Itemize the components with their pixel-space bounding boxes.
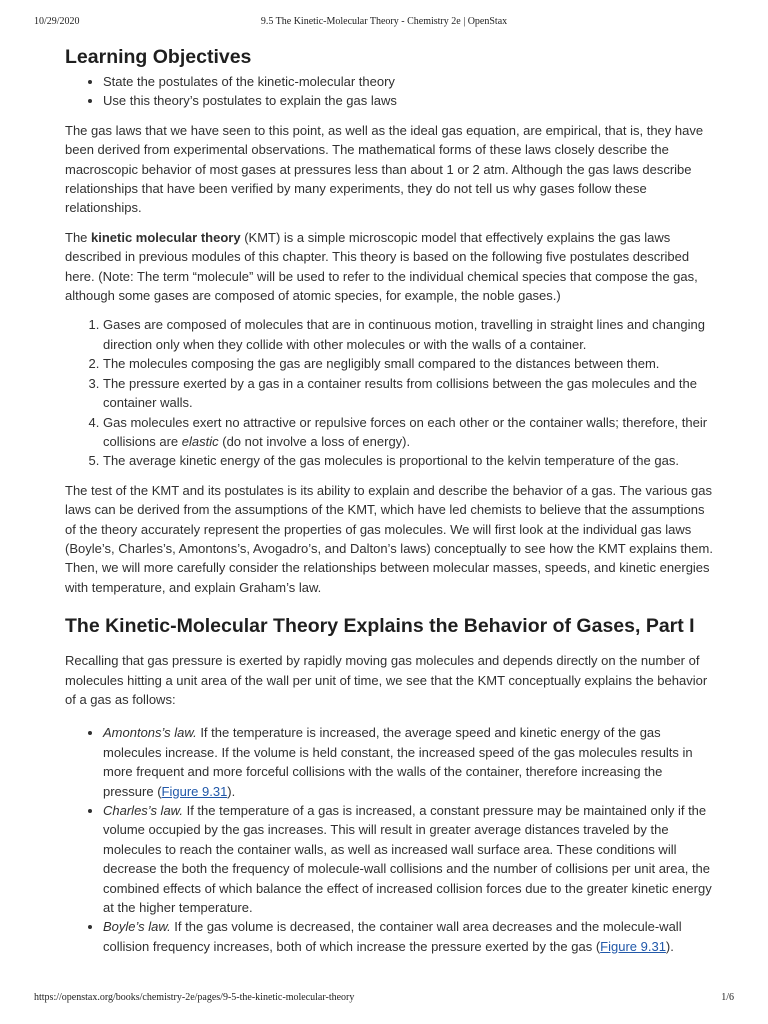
objective-item: • State the postulates of the kinetic-molecular theory xyxy=(103,72,715,91)
law-text-end: ). xyxy=(227,783,236,799)
objective-item: • Use this theory’s postulates to explain the gas laws xyxy=(103,91,715,110)
law-text: If the temperature is increased, the average speed and kinetic energy of the gas molecules increase. If the volume is held constant, the increased speed of the gas molecules results in more frequent and more forceful collisions with the walls of the container, therefore increasing the pressure ( xyxy=(103,725,693,799)
law-text: If the temperature of a gas is increased, a constant pressure may be maintained only if the volume occupied by the gas increases. This will result in greater average distances traveled by the molecules to reach the container walls, as well as increased wall surface area. These conditions will decrease the both the frequency of molecule-wall collisions and the number of collisions per unit area, the combined effects of which balance the effect of increased collision forces due to the greater kinetic energy at the higher temperature. xyxy=(103,803,712,916)
postulate-item: 2. The molecules composing the gas are negligibly small compared to the distances between them. xyxy=(103,354,715,373)
article-content xyxy=(65,46,715,956)
print-header xyxy=(0,16,768,30)
gas-law-item-charles xyxy=(103,801,715,917)
kmt-test-paragraph: The test of the KMT and its postulates is its ability to explain and describe the behavior of a gas. The various gas laws can be derived from the assumptions of the KMT, which have led chemists to believe that the assumptions of the theory accurately represent the properties of gas molecules. We will first look at the individual gas laws (Boyle’s, Charles’s, Amontons’s, Avogadro’s, and Dalton’s laws) conceptually to see how the KMT explains them. Then, we will more carefully consider the relationships between molecular masses, speeds, and kinetic energies with temperature, and explain Graham’s law. xyxy=(65,482,713,595)
postulate-item: 1. Gases are composed of molecules that are in continuous motion, travelling in straight lines and changing direction only when they collide with other molecules or with the walls of a container. xyxy=(103,315,715,354)
elastic-term: elastic xyxy=(181,433,219,449)
section-intro-paragraph: Recalling that gas pressure is exerted by rapidly moving gas molecules and depends directly on the number of molecules hitting a unit area of the wall per unit of time, we see that the KMT conceptually explains the behavior of a gas as follows: xyxy=(65,653,708,707)
print-page-number: 1/6 xyxy=(721,992,734,1003)
law-name: Charles’s law. xyxy=(103,803,183,818)
intro-paragraph: The gas laws that we have seen to this point, as well as the ideal gas equation, are empirical, that is, they have been derived from experimental observations. The mathematical forms of these laws closely describe the macroscopic behavior of most gases at pressures less than about 1 or 2 atm. Although the gas laws describe relationships that have been verified by many experiments, they do not tell us why gases follow these relationships. xyxy=(65,122,704,216)
gas-laws-list xyxy=(65,723,715,956)
law-name: Boyle’s law. xyxy=(103,919,171,935)
print-footer xyxy=(0,992,768,1006)
postulate-text: (do not involve a loss of energy). xyxy=(218,433,411,449)
learning-objectives-list xyxy=(65,72,715,111)
kmt-definition-paragraph xyxy=(65,228,715,306)
learning-objectives-heading: Learning Objectives xyxy=(65,46,252,68)
kmt-lead-text: The xyxy=(65,229,92,245)
figure-link[interactable]: Figure 9.31 xyxy=(600,938,666,954)
gas-law-item-amontons xyxy=(103,723,715,801)
law-text-end: ). xyxy=(665,938,674,954)
postulate-text: Gas molecules exert no attractive or repulsive forces on each other or the container walls; therefore, their collisions are xyxy=(103,414,708,449)
law-name: Amontons’s law. xyxy=(103,725,197,741)
kmt-rest-text: (KMT) is a simple microscopic model that effectively explains the gas laws described in previous modules of this chapter. This theory is based on the following five postulates described here. (Note: The term “molecule” will be used to refer to the individual chemical species that compose the gas, although some gases are composed of atomic species, for example, the noble gases.) xyxy=(65,229,698,304)
postulates-list xyxy=(65,315,715,470)
postulate-item: 5. The average kinetic energy of the gas molecules is proportional to the kelvin temperature of the gas. xyxy=(103,451,715,470)
section-heading: The Kinetic-Molecular Theory Explains the Behavior of Gases, Part I xyxy=(65,615,695,638)
print-url: https://openstax.org/books/chemistry-2e/pages/9-5-the-kinetic-molecular-theory xyxy=(34,992,355,1003)
print-page-title: 9.5 The Kinetic-Molecular Theory - Chemistry 2e | OpenStax xyxy=(260,16,508,27)
print-date: 10/29/2020 xyxy=(34,16,80,27)
figure-link[interactable]: Figure 9.31 xyxy=(161,783,228,799)
postulate-item: 3. The pressure exerted by a gas in a container results from collisions between the gas molecules and the container walls. xyxy=(103,374,715,413)
gas-law-item-boyles xyxy=(103,917,715,956)
kmt-term: kinetic molecular theory xyxy=(91,229,241,245)
postulate-item xyxy=(103,413,715,452)
law-text: If the gas volume is decreased, the container wall area decreases and the molecule-wall collision frequency increases, both of which increase the pressure exerted by the gas ( xyxy=(103,919,682,954)
